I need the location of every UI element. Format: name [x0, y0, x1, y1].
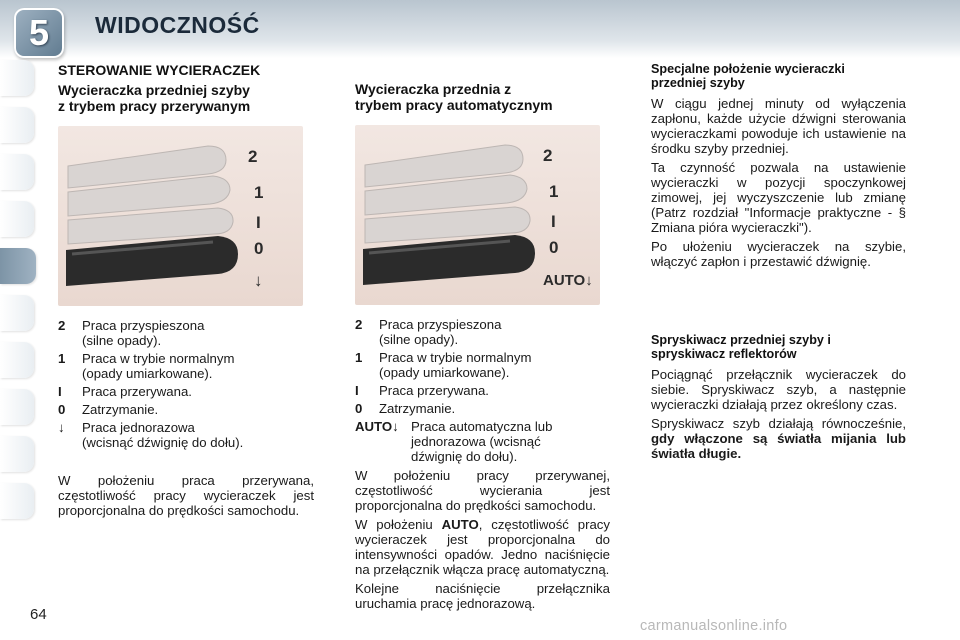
legend-value: Praca przerywana.	[379, 383, 489, 398]
legend-row	[58, 420, 314, 450]
heading-intermittent-line2: z trybem pracy przerywanym	[58, 98, 251, 114]
section-title: STEROWANIE WYCIERACZEK	[58, 62, 261, 78]
legend-value: Praca przyspieszona (silne opady).	[379, 317, 502, 347]
side-tab-strip	[0, 60, 34, 530]
legend-automatic	[355, 317, 610, 464]
heading-automatic-line2: trybem pracy automatycznym	[355, 97, 553, 113]
column-automatic-wiper	[355, 62, 610, 615]
heading-special-position: Specjalne położenie wycieraczki przedniej szyby	[651, 62, 845, 90]
paragraph-special-3: Po ułożeniu wycieraczek na szybie, włączyć zapłon i przestawić dźwignię.	[651, 239, 906, 269]
legend-key: I	[58, 384, 62, 399]
figure-label-1: 1	[549, 182, 559, 201]
legend-key: 1	[355, 350, 363, 365]
paragraph-washer-2: Spryskiwacz szyb działają równocześnie, gdy włączone są światła mijania lub światła długie.	[651, 416, 906, 461]
paragraph-special-1: W ciągu jednej minuty od wyłączenia zapłonu, każde użycie dźwigni sterowania wycieraczkami powoduje ich ustawienie na środku szyby przedniej.	[651, 96, 906, 156]
legend-key: 0	[355, 401, 363, 416]
paragraph-intermittent: W położeniu praca przerywana, częstotliwość pracy wycieraczek jest proporcjonalna do prędkości samochodu.	[58, 473, 314, 518]
column-special-position	[651, 62, 906, 465]
chapter-badge: 5	[14, 8, 64, 58]
wiper-stalk-drawing	[355, 125, 600, 305]
legend-row	[58, 402, 314, 417]
legend-key: ↓	[58, 420, 65, 435]
side-tab-5-active[interactable]	[0, 248, 36, 284]
figure-label-down: ↓	[254, 271, 263, 290]
chapter-title: WIDOCZNOŚĆ	[95, 12, 260, 38]
legend-row	[355, 350, 610, 380]
paragraph-automatic-1: W położeniu pracy przerywanej, częstotliwość wycierania jest proporcjonalna do prędkości samochodu.	[355, 468, 610, 513]
side-tab-1[interactable]	[0, 60, 34, 96]
legend-intermittent	[58, 318, 314, 450]
figure-label-2: 2	[248, 147, 258, 166]
legend-key: 2	[58, 318, 66, 333]
legend-value: Zatrzymanie.	[82, 402, 159, 417]
paragraph-special-2: Ta czynność pozwala na ustawienie wycieraczki w pozycji spoczynkowej zimowej, jej wyczyszczenie lub zmianę (Patrz rozdział "Informacje praktyczne - § Zmiana pióra wycieraczki").	[651, 160, 906, 235]
legend-value: Praca automatyczna lub jednorazowa (wcisnąć dźwignię do dołu).	[411, 419, 553, 464]
side-tab-3[interactable]	[0, 154, 34, 190]
legend-key-auto: AUTO↓	[355, 419, 399, 434]
legend-row	[58, 384, 314, 399]
legend-value: Praca w trybie normalnym (opady umiarkowane).	[379, 350, 532, 380]
page-number: 64	[30, 606, 47, 623]
figure-label-2: 2	[543, 146, 553, 165]
heading-washer: Spryskiwacz przedniej szyby i spryskiwacz reflektorów	[651, 333, 831, 361]
figure-label-I: I	[256, 213, 261, 232]
legend-row	[58, 351, 314, 381]
paragraph-automatic-3: Kolejne naciśnięcie przełącznika uruchamia pracę jednorazową.	[355, 581, 610, 611]
watermark: carmanualsonline.info	[640, 618, 788, 634]
side-tab-8[interactable]	[0, 389, 34, 425]
legend-value: Zatrzymanie.	[379, 401, 456, 416]
legend-key: I	[355, 383, 359, 398]
side-tab-7[interactable]	[0, 342, 34, 378]
wiper-stalk-figure-intermittent	[58, 126, 303, 306]
legend-row	[355, 383, 610, 398]
side-tab-4[interactable]	[0, 201, 34, 237]
figure-label-0: 0	[254, 239, 264, 258]
figure-label-auto: AUTO↓	[543, 272, 593, 289]
legend-key: 1	[58, 351, 66, 366]
side-tab-10[interactable]	[0, 483, 34, 519]
figure-label-1: 1	[254, 183, 264, 202]
legend-key: 0	[58, 402, 66, 417]
legend-key: 2	[355, 317, 363, 332]
paragraph-washer-1: Pociągnąć przełącznik wycieraczek do siebie. Spryskiwacz szyb, a następnie wycieraczki działają przez określony czas.	[651, 367, 906, 412]
heading-automatic-line1: Wycieraczka przednia z	[355, 81, 512, 97]
paragraph-automatic-2: W położeniu AUTO, częstotliwość pracy wycieraczek jest proporcjonalna do intensywności opadów. Jedno naciśnięcie na przełącznik włącza pracę automatyczną.	[355, 517, 610, 577]
column-intermittent-wiper	[58, 62, 314, 522]
figure-label-0: 0	[549, 238, 559, 257]
side-tab-2[interactable]	[0, 107, 34, 143]
side-tab-6[interactable]	[0, 295, 34, 331]
legend-row	[355, 401, 610, 416]
figure-label-I: I	[551, 212, 556, 231]
wiper-stalk-figure-automatic	[355, 125, 600, 305]
legend-row	[355, 317, 610, 347]
side-tab-9[interactable]	[0, 436, 34, 472]
legend-value: Praca w trybie normalnym (opady umiarkowane).	[82, 351, 235, 381]
legend-value: Praca przerywana.	[82, 384, 192, 399]
heading-intermittent-line1: Wycieraczka przedniej szyby	[58, 82, 250, 98]
wiper-stalk-drawing	[58, 126, 303, 306]
legend-value: Praca jednorazowa (wcisnąć dźwignię do dołu).	[82, 420, 244, 450]
legend-row-auto	[355, 419, 610, 464]
legend-row	[58, 318, 314, 348]
legend-value: Praca przyspieszona (silne opady).	[82, 318, 205, 348]
